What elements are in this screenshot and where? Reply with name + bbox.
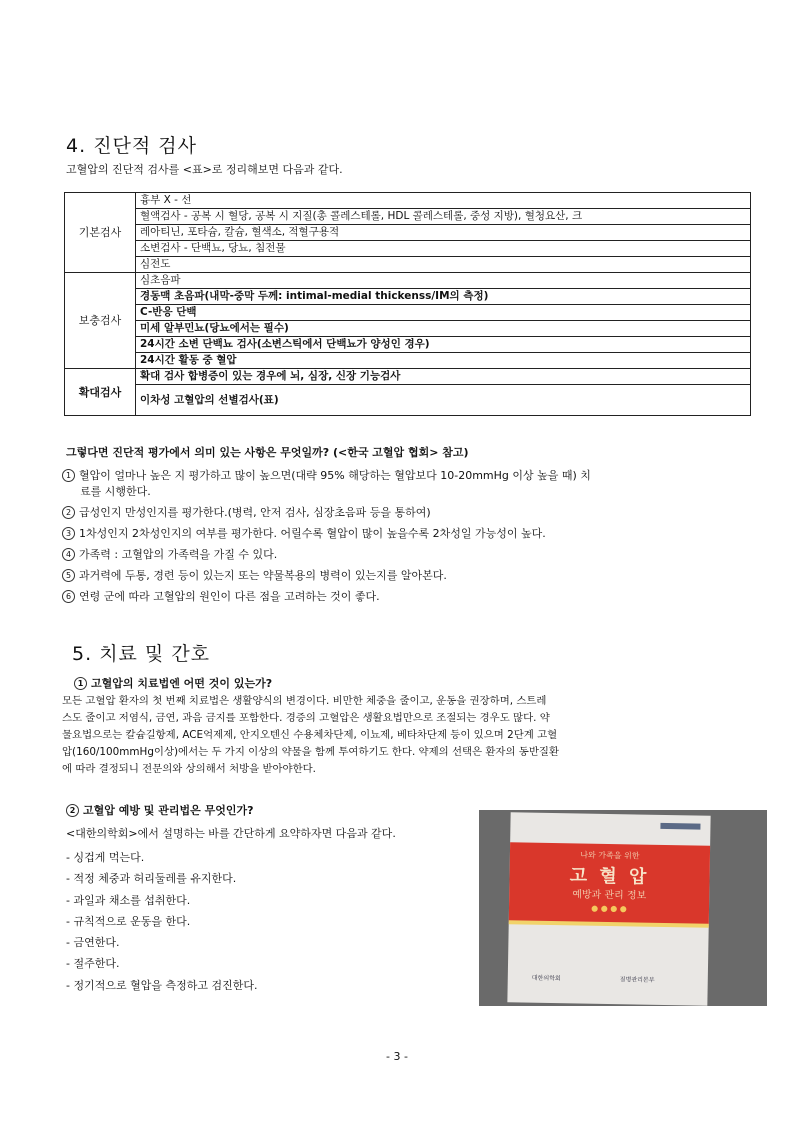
category-supplementary: 보충검사 bbox=[65, 273, 136, 369]
table-row bbox=[65, 353, 751, 369]
booklet-title-band bbox=[509, 842, 710, 925]
paragraph-line: 모든 고혈압 환자의 첫 번째 치료법은 생활양식의 변경이다. 비만한 체중을 줄이고, 운동을 권장하며, 스트레 bbox=[62, 695, 547, 707]
item-number: 3 bbox=[62, 527, 75, 540]
item-text: 가족력 : 고혈압의 가족력을 가질 수 있다. bbox=[79, 548, 278, 561]
paragraph-line: 압(160/100mmHg이상)에서는 두 가지 이상의 약물을 함께 투여하기도 한다. 약제의 선택은 환자의 동반질환 bbox=[62, 746, 559, 758]
list-item: - 과일과 채소를 섭취한다. bbox=[66, 893, 191, 907]
table-cell: 심초음파 bbox=[136, 273, 751, 289]
table-cell: 소변검사 - 단백뇨, 당뇨, 침전물 bbox=[136, 241, 751, 257]
booklet-icons: ● ● ● ● bbox=[591, 903, 627, 914]
list-item bbox=[62, 568, 752, 584]
item-text: 과거력에 두통, 경련 등이 있는지 또는 약물복용의 병력이 있는지를 알아본다. bbox=[79, 569, 447, 582]
paragraph-line: 스도 줄이고 저염식, 금연, 과음 금지를 포함한다. 경증의 고혈압은 생활요법만으로 조절되는 경우도 많다. 약 bbox=[62, 712, 550, 724]
question-text: 고혈압의 치료법엔 어떤 것이 있는가? bbox=[91, 677, 273, 690]
list-item: - 적정 체중과 허리둘레를 유지한다. bbox=[66, 872, 237, 886]
table-row bbox=[65, 209, 751, 225]
list-item bbox=[62, 468, 752, 484]
question-text: 고혈압 예방 및 관리법은 무엇인가? bbox=[83, 804, 254, 817]
booklet-line3: 예방과 관리 정보 bbox=[572, 889, 647, 902]
item-text: 연령 군에 따라 고혈압의 원인이 다른 점을 고려하는 것이 좋다. bbox=[79, 590, 380, 603]
item-number: 4 bbox=[62, 548, 75, 561]
section-4-heading bbox=[66, 131, 197, 158]
table-cell: 경동맥 초음파(내막-중막 두께: intimal-medial thickenss/IM의 측정) bbox=[136, 289, 751, 305]
section-title: 진단적 검사 bbox=[93, 135, 197, 157]
section-5-heading bbox=[72, 639, 210, 666]
table-cell: 미세 알부민뇨(당뇨에서는 필수) bbox=[136, 321, 751, 337]
table-cell: 확대 검사 합병증이 있는 경우에 뇌, 심장, 신장 기능검사 bbox=[136, 369, 751, 385]
table-cell: 24시간 소변 단백뇨 검사(소변스틱에서 단백뇨가 양성인 경우) bbox=[136, 337, 751, 353]
table-row bbox=[65, 337, 751, 353]
item-number: 1 bbox=[74, 677, 87, 690]
table-row bbox=[65, 289, 751, 305]
list-item bbox=[62, 589, 752, 605]
booklet-org-2: 질병관리본부 bbox=[619, 976, 655, 984]
item-number: 2 bbox=[62, 506, 75, 519]
table-row bbox=[65, 225, 751, 241]
list-item bbox=[62, 547, 752, 563]
booklet-org-1: 대한의학회 bbox=[531, 974, 561, 983]
item-text: 혈압이 얼마나 높은 지 평가하고 많이 높으면(대략 95% 해당하는 혈압보다 10-20mmHg 이상 높을 때) 치 bbox=[79, 469, 591, 482]
table-row bbox=[65, 385, 751, 416]
diagnostic-test-table bbox=[64, 192, 751, 416]
prevention-list bbox=[66, 847, 257, 996]
table-cell: 이차성 고혈압의 선별검사(표) bbox=[136, 385, 751, 416]
prevention-question bbox=[66, 804, 253, 818]
table-cell: C-반응 단백 bbox=[136, 305, 751, 321]
table-row bbox=[65, 257, 751, 273]
list-item: - 규칙적으로 운동을 한다. bbox=[66, 914, 191, 928]
table-cell: 심전도 bbox=[136, 257, 751, 273]
item-number: 6 bbox=[62, 590, 75, 603]
item-text: 1차성인지 2차성인지의 여부를 평가한다. 어릴수록 혈압이 많이 높을수록 2차성일 가능성이 높다. bbox=[79, 527, 546, 540]
item-number: 2 bbox=[66, 804, 79, 817]
evaluation-question: 그렇다면 진단적 평가에서 의미 있는 사항은 무엇일까? (<한국 고혈압 협회> 참고) bbox=[66, 446, 469, 459]
paragraph-line: 물요법으로는 칼슘길항제, ACE억제제, 안지오텐신 수용체차단제, 이뇨제, 베타차단제 등이 있으며 2단계 고혈 bbox=[62, 729, 558, 741]
table-row bbox=[65, 321, 751, 337]
table-cell: 흉부 X - 선 bbox=[136, 193, 751, 209]
section-number: 5. bbox=[72, 643, 93, 665]
section-4-intro: 고혈압의 진단적 검사를 <표>로 정리해보면 다음과 같다. bbox=[66, 163, 343, 176]
list-item: - 절주한다. bbox=[66, 957, 120, 971]
section-number: 4. bbox=[66, 135, 87, 157]
table-cell: 24시간 활동 중 혈압 bbox=[136, 353, 751, 369]
table-row bbox=[65, 241, 751, 257]
list-item: - 금연한다. bbox=[66, 936, 120, 950]
item-number: 1 bbox=[62, 469, 75, 482]
list-item: - 정기적으로 혈압을 측정하고 검진한다. bbox=[66, 978, 258, 992]
table-row bbox=[65, 369, 751, 385]
item-number: 5 bbox=[62, 569, 75, 582]
category-basic: 기본검사 bbox=[65, 193, 136, 273]
booklet-line1: 나와 가족을 위한 bbox=[580, 850, 640, 861]
booklet-photo bbox=[479, 810, 767, 1006]
evaluation-list bbox=[62, 468, 752, 605]
list-item bbox=[62, 505, 752, 521]
treatment-question bbox=[74, 677, 272, 691]
booklet-cover bbox=[507, 812, 710, 1005]
list-item bbox=[62, 526, 752, 542]
treatment-paragraph bbox=[62, 693, 752, 778]
table-row bbox=[65, 273, 751, 289]
prevention-summary: <대한의학회>에서 설명하는 바를 간단하게 요약하자면 다음과 같다. bbox=[66, 827, 396, 840]
table-cell: 레아티닌, 포타슘, 칼슘, 혈색소, 적혈구용적 bbox=[136, 225, 751, 241]
booklet-line2: 고 혈 압 bbox=[569, 865, 650, 888]
category-extended: 확대검사 bbox=[65, 369, 136, 416]
paragraph-line: 에 따라 결정되니 전문의와 상의해서 처방을 받아야한다. bbox=[62, 763, 316, 775]
table-row bbox=[65, 193, 751, 209]
page-number: - 3 - bbox=[386, 1050, 408, 1063]
section-title: 치료 및 간호 bbox=[99, 643, 211, 665]
table-row bbox=[65, 305, 751, 321]
booklet-badge bbox=[660, 823, 700, 830]
table-cell: 혈액검사 - 공복 시 혈당, 공복 시 지질(총 콜레스테롤, HDL 콜레스테롤, 중성 지방), 혈청요산, 크 bbox=[136, 209, 751, 225]
item-text: 급성인지 만성인지를 평가한다.(병력, 안저 검사, 심장초음파 등을 통하여) bbox=[79, 506, 431, 519]
list-item-continued: 료를 시행한다. bbox=[80, 485, 151, 498]
list-item: - 싱겁게 먹는다. bbox=[66, 851, 145, 864]
